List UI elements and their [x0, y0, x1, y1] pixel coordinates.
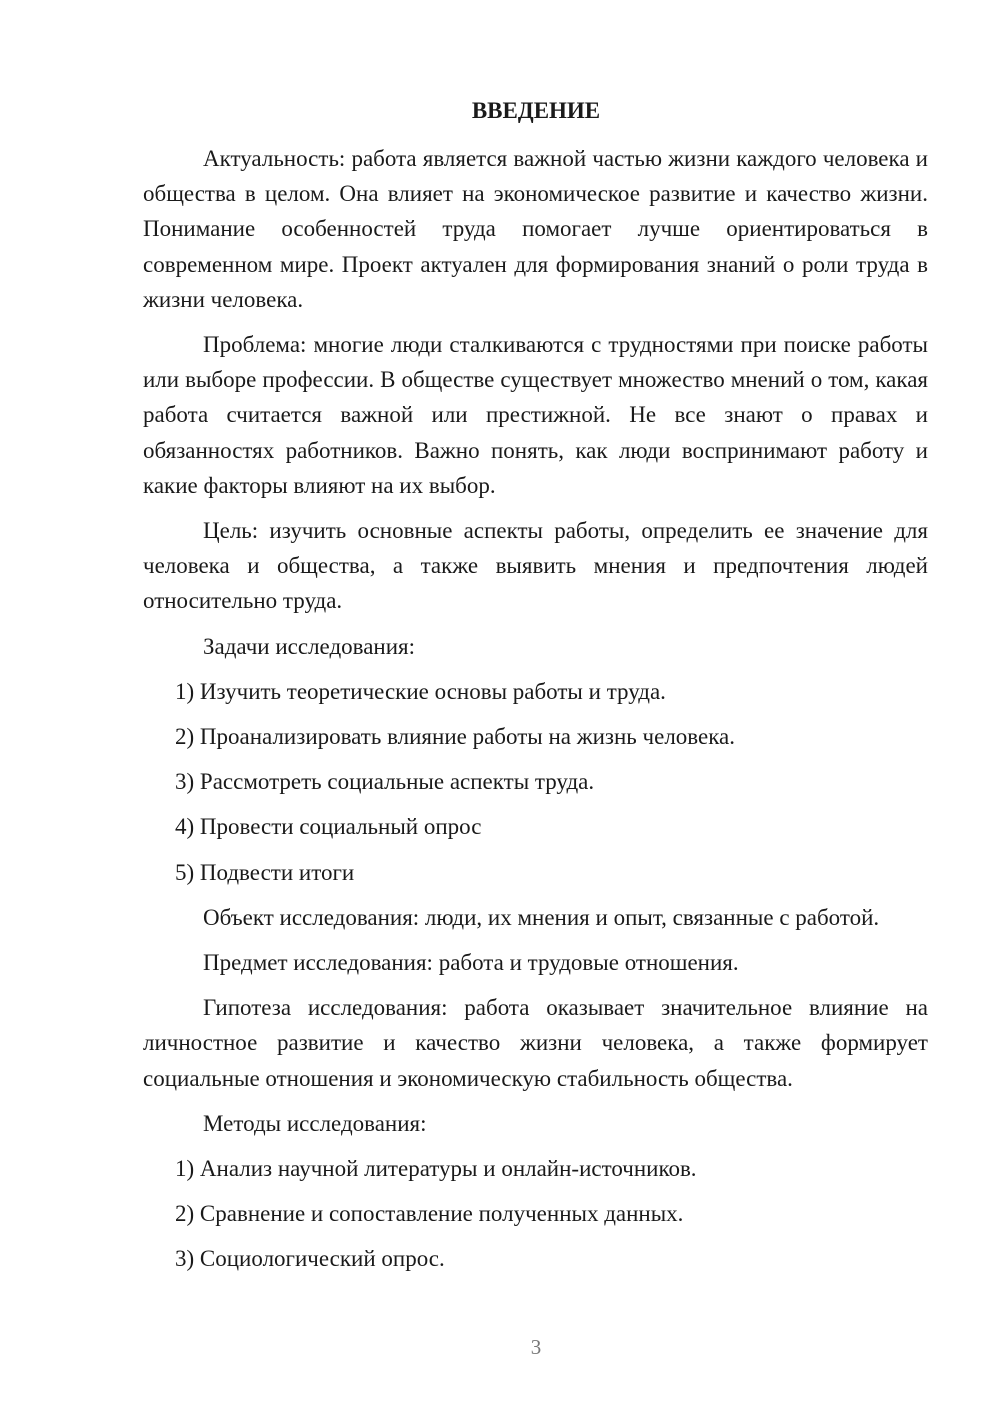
list-item: 3) Рассмотреть социальные аспекты труда.	[175, 769, 595, 795]
list-item: 2) Сравнение и сопоставление полученных данных.	[175, 1201, 684, 1227]
tasks-list	[143, 674, 928, 890]
list-item: 1) Изучить теоретические основы работы и труда.	[175, 678, 666, 704]
list-item: 2) Проанализировать влияние работы на жизнь человека.	[175, 724, 736, 750]
section-heading: ВВЕДЕНИЕ	[471, 98, 601, 123]
paragraph-problem: Проблема: многие люди сталкиваются с трудностями при поиске работы или выборе профессии. В обществе существует множество мнений о том, какая работа считается важной или престижной. Не все знают о правах и обязанностях работников. Важно понять, как люди воспринимают работу и какие факторы влияют на их выбор.	[143, 332, 928, 498]
paragraph-relevance: Актуальность: работа является важной частью жизни каждого человека и общества в целом. Она влияет на экономическое развитие и качество жизни. Понимание особенностей труда помогает лучше ориентироваться в современном мире. Проект актуален для формирования знаний о роли труда в жизни человека.	[143, 146, 928, 312]
list-item: 1) Анализ научной литературы и онлайн-источников.	[175, 1156, 697, 1182]
paragraph-subject: Предмет исследования: работа и трудовые отношения.	[203, 950, 739, 976]
page-body	[143, 141, 928, 1287]
page-number: 3	[530, 1335, 542, 1359]
methods-heading: Методы исследования:	[203, 1110, 427, 1136]
list-item: 3) Социологический опрос.	[175, 1246, 445, 1272]
list-item: 4) Провести социальный опрос	[175, 814, 482, 840]
methods-list	[143, 1151, 928, 1277]
list-item: 5) Подвести итоги	[175, 859, 355, 885]
paragraph-object: Объект исследования: люди, их мнения и опыт, связанные с работой.	[203, 904, 880, 930]
tasks-heading: Задачи исследования:	[203, 633, 416, 659]
paragraph-hypothesis: Гипотеза исследования: работа оказывает значительное влияние на личностное развитие и качество жизни человека, а также формирует социальные отношения и экономическую стабильность общества.	[143, 995, 928, 1091]
paragraph-goal: Цель: изучить основные аспекты работы, определить ее значение для человека и общества, а также выявить мнения и предпочтения людей относительно труда.	[143, 518, 928, 614]
